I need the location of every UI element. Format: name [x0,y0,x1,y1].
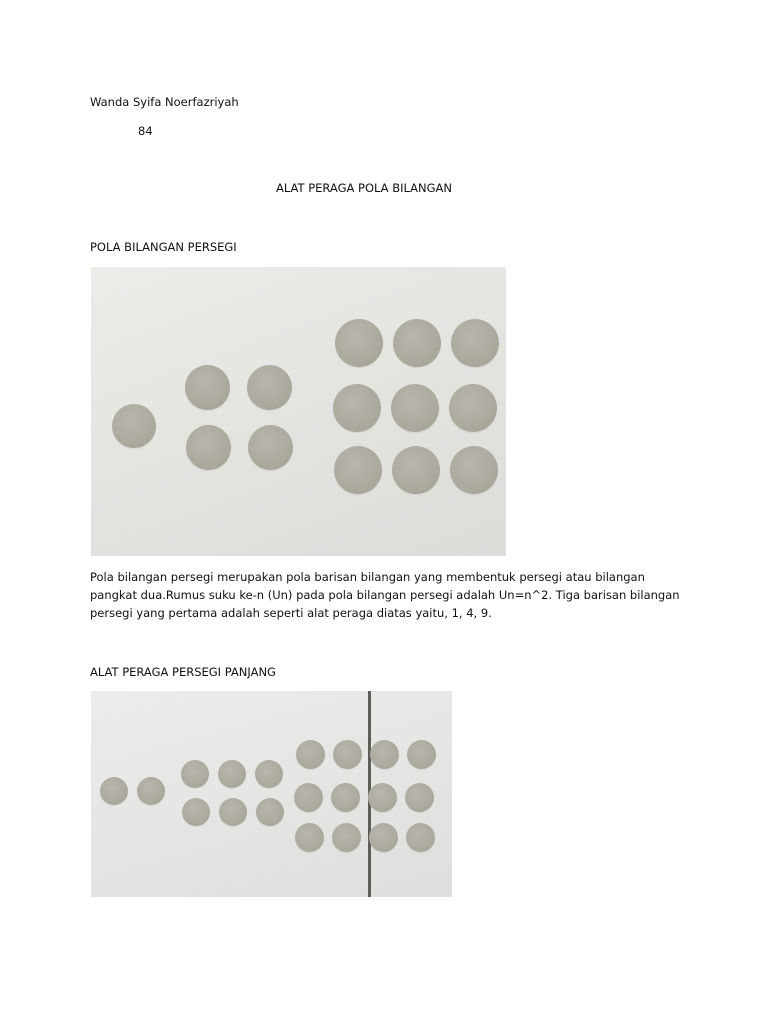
section-paragraph: Pola bilangan persegi merupakan pola barisan bilangan yang membentuk persegi atau bilangan pangkat dua.Rumus suku ke-n (Un) pada pola bilangan persegi adalah Un=n^2. Tiga barisan bilangan persegi yang pertama adalah seperti alat peraga diatas yaitu, 1, 4, 9. [90,570,680,620]
paper-disc [218,760,246,788]
paper-disc [296,740,325,769]
paper-disc [112,404,156,448]
paper-disc [181,760,209,788]
paper-disc [294,783,323,812]
photo-rectangular-number-pattern [91,691,452,897]
paper-disc [451,319,499,367]
section-heading-pola-bilangan-persegi: POLA BILANGAN PERSEGI [90,240,237,254]
paper-disc [332,823,361,852]
paper-disc [331,783,360,812]
paper-disc [406,823,435,852]
document-title: ALAT PERAGA POLA BILANGAN [276,181,452,195]
paper-disc [391,384,439,432]
paper-disc [368,783,397,812]
paper-disc [295,823,324,852]
paper-disc [333,740,362,769]
paper-disc [392,446,440,494]
section-heading-persegi-panjang: ALAT PERAGA PERSEGI PANJANG [90,665,276,679]
author-number: 84 [138,124,153,138]
paper-disc [248,425,293,470]
paper-disc [449,384,497,432]
paper-disc [256,798,284,826]
paper-disc [137,777,165,805]
paper-disc [370,740,399,769]
paper-disc [335,319,383,367]
paper-disc [185,365,230,410]
paper-disc [407,740,436,769]
paper-disc [369,823,398,852]
photo-square-number-pattern [91,267,506,556]
paper-disc [450,446,498,494]
paper-disc [393,319,441,367]
author-name: Wanda Syifa Noerfazriyah [90,95,239,109]
paper-disc [219,798,247,826]
paper-disc [405,783,434,812]
paper-disc [182,798,210,826]
paper-disc [334,446,382,494]
paper-disc [333,384,381,432]
paper-disc [100,777,128,805]
paper-disc [255,760,283,788]
paper-disc [247,365,292,410]
paper-disc [186,425,231,470]
